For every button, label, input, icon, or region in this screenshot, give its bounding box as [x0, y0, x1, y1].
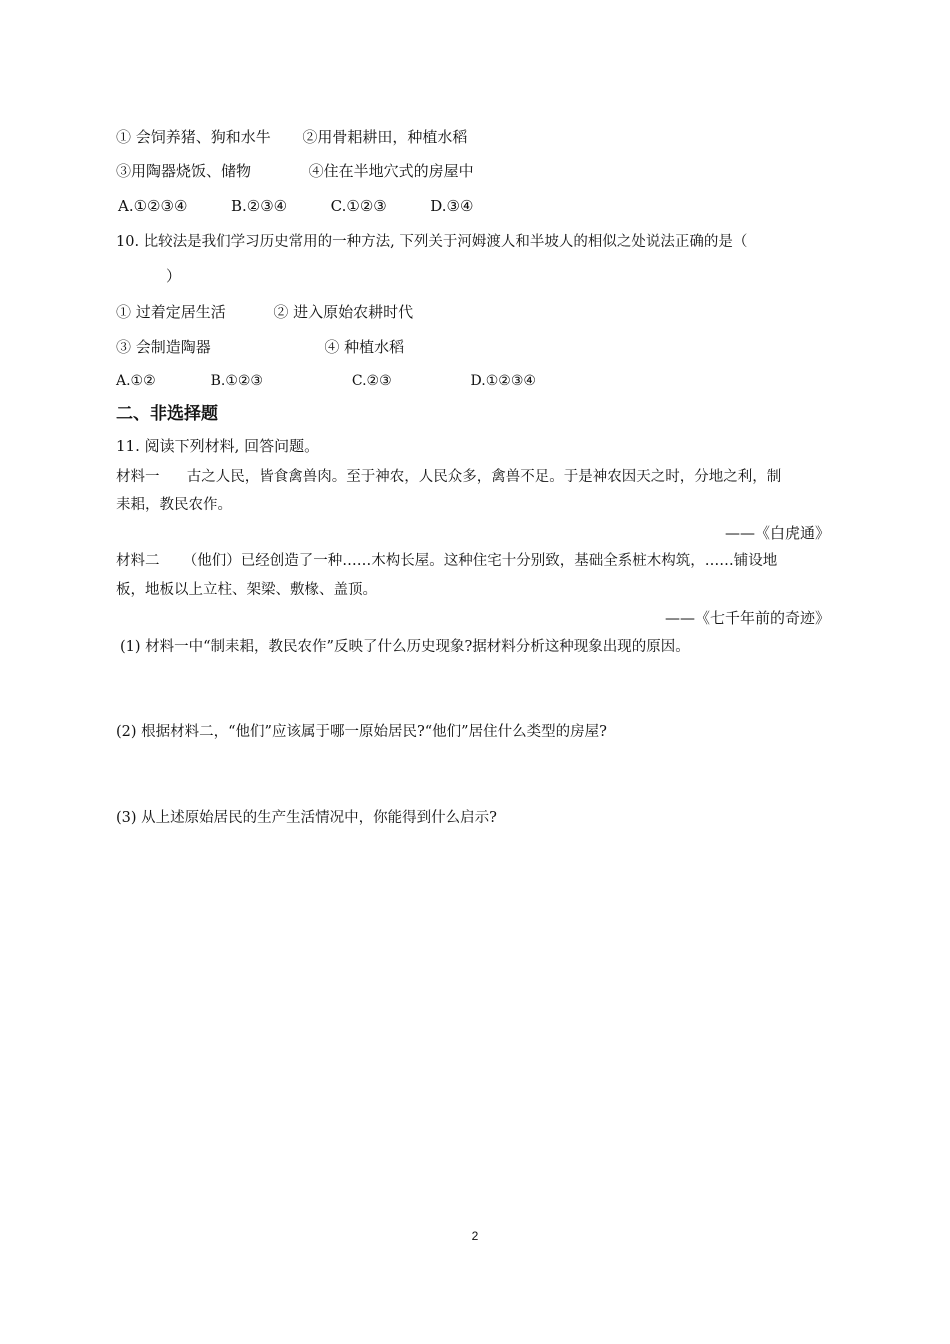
- q10-choice-a: A.①②: [116, 373, 156, 389]
- q10-stem-end: ）: [166, 267, 182, 285]
- q11-sub1: (1) 材料一中“制耒耜，教民农作”反映了什么历史现象?据材料分析这种现象出现的原因。: [120, 639, 690, 655]
- material2-line1: [116, 551, 777, 571]
- q10-choice-b: B.①②③: [210, 373, 263, 389]
- q9-option-3: ③用陶器烧饭、储物: [116, 162, 252, 180]
- q9-option-1: ① 会饲养猪、狗和水牛: [116, 128, 271, 146]
- material1-source: ——《白虎通》: [724, 524, 830, 542]
- q10-options-row1: [116, 302, 413, 322]
- material2-line2: 板，地板以上立柱、架梁、敷椽、盖顶。: [116, 582, 377, 598]
- q10-stem: 10. 比较法是我们学习历史常用的一种方法, 下列关于河姆渡人和半坡人的相似之处说法正确的是（: [116, 234, 748, 250]
- q9-choice-c: C.①②③: [330, 197, 387, 215]
- material1-label: 材料一: [116, 469, 160, 485]
- q10-choices: [116, 371, 536, 391]
- material1-text1: 古之人民，皆食禽兽肉。至于神农，人民众多，禽兽不足。于是神农因天之时，分地之利，制: [186, 469, 782, 485]
- q9-option-2: ②用骨耜耕田，种植水稻: [302, 128, 468, 146]
- q11-stem: 11. 阅读下列材料, 回答问题。: [116, 437, 320, 455]
- q9-choice-a: A.①②③④: [118, 197, 188, 215]
- q9-option-4: ④住在半地穴式的房屋中: [308, 162, 474, 180]
- q10-option-1: ① 过着定居生活: [116, 303, 226, 321]
- q10-option-2: ② 进入原始农耕时代: [273, 303, 414, 321]
- section-heading: 二、非选择题: [116, 404, 218, 424]
- q9-choice-b: B.②③④: [230, 197, 288, 215]
- q9-options-row1: [116, 127, 467, 147]
- q10-choice-c: C.②③: [351, 373, 392, 389]
- material1-line2: 耒耜，教民农作。: [116, 497, 232, 513]
- q9-choices: [118, 196, 473, 216]
- q9-choice-d: D.③④: [430, 197, 474, 215]
- q10-options-row2: [116, 337, 404, 357]
- q9-options-row2: [116, 161, 474, 181]
- q11-sub2: (2) 根据材料二，“他们”应该属于哪一原始居民?“他们”居住什么类型的房屋?: [116, 724, 607, 740]
- page-number: 2: [471, 1229, 479, 1243]
- q10-option-3: ③ 会制造陶器: [116, 338, 211, 356]
- q10-option-4: ④ 种植水稻: [324, 338, 405, 356]
- q11-sub3: (3) 从上述原始居民的生产生活情况中，你能得到什么启示?: [116, 810, 497, 826]
- material1-line1: [116, 467, 781, 487]
- q10-choice-d: D.①②③④: [470, 373, 536, 389]
- material2-text1: （他们）已经创造了一种……木构长屋。这种住宅十分别致，基础全系桩木构筑，……铺设地: [182, 553, 778, 569]
- material2-source: ——《七千年前的奇迹》: [664, 609, 830, 627]
- material2-label: 材料二: [116, 553, 160, 569]
